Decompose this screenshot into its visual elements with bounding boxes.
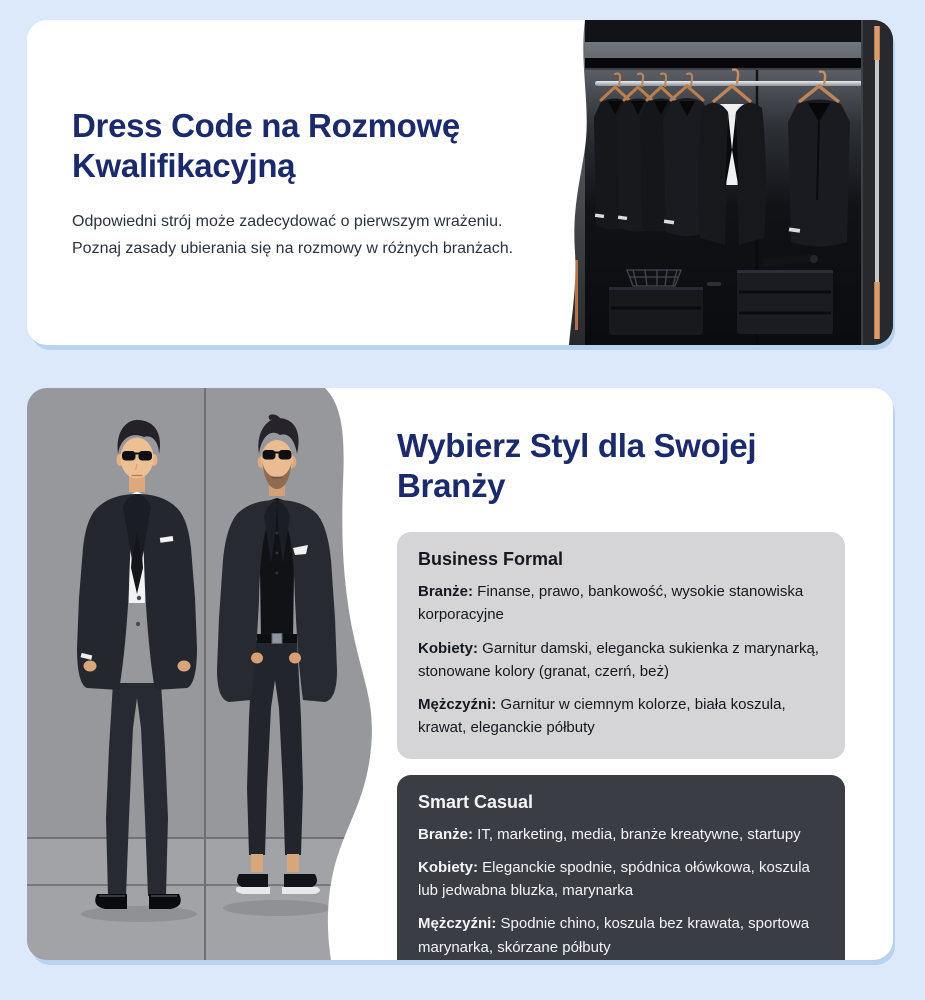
info-row-text: Finanse, prawo, bankowość, wysokie stanowiska korporacyjne	[418, 583, 804, 624]
info-row-text: Garnitur damski, elegancka sukienka z marynarką, stonowane kolory (granat, czerń, beż)	[418, 639, 819, 680]
page-subtitle: Odpowiedni strój może zadecydować o pierwszym wrażeniu. Poznaj zasady ubierania się na rozmowy w różnych branżach.	[72, 213, 514, 257]
info-row-label: Kobiety:	[418, 639, 478, 657]
info-row-label: Branże:	[418, 825, 474, 843]
info-row-label: Kobiety:	[418, 858, 478, 876]
two-men-illustration	[27, 388, 399, 960]
info-row-text: Spodnie chino, koszula bez krawata, sportowa marynarka, skórzane półbuty	[418, 915, 810, 956]
info-row	[418, 856, 824, 903]
info-card-title: Smart Casual	[418, 791, 534, 812]
styles-card	[27, 388, 893, 960]
info-row	[418, 637, 824, 684]
info-card-smart-casual	[397, 775, 845, 960]
hero-card	[27, 20, 893, 345]
wardrobe-illustration	[567, 20, 893, 345]
info-row-label: Mężczyźni:	[418, 696, 497, 714]
page-title: Dress Code na Rozmowę Kwalifikacyjną	[72, 107, 460, 184]
section-title: Wybierz Styl dla Swojej Branży	[397, 427, 757, 504]
info-row-text: Eleganckie spodnie, spódnica ołówkowa, koszula lub jedwabna bluzka, marynarka	[418, 858, 810, 900]
info-card-title: Business Formal	[418, 549, 564, 570]
info-row	[418, 912, 824, 959]
info-row-label: Branże:	[418, 583, 474, 601]
hero-text-block	[72, 106, 547, 262]
info-row	[418, 580, 824, 627]
info-row-label: Mężczyźni:	[418, 915, 497, 933]
info-card-business-formal	[397, 532, 845, 759]
styles-content-block	[397, 426, 845, 960]
info-row-text: Garnitur w ciemnym kolorze, biała koszula, krawat, eleganckie półbuty	[418, 696, 786, 737]
info-row-text: IT, marketing, media, branże kreatywne, startupy	[473, 825, 801, 843]
info-row	[418, 693, 824, 740]
info-row	[418, 823, 824, 846]
